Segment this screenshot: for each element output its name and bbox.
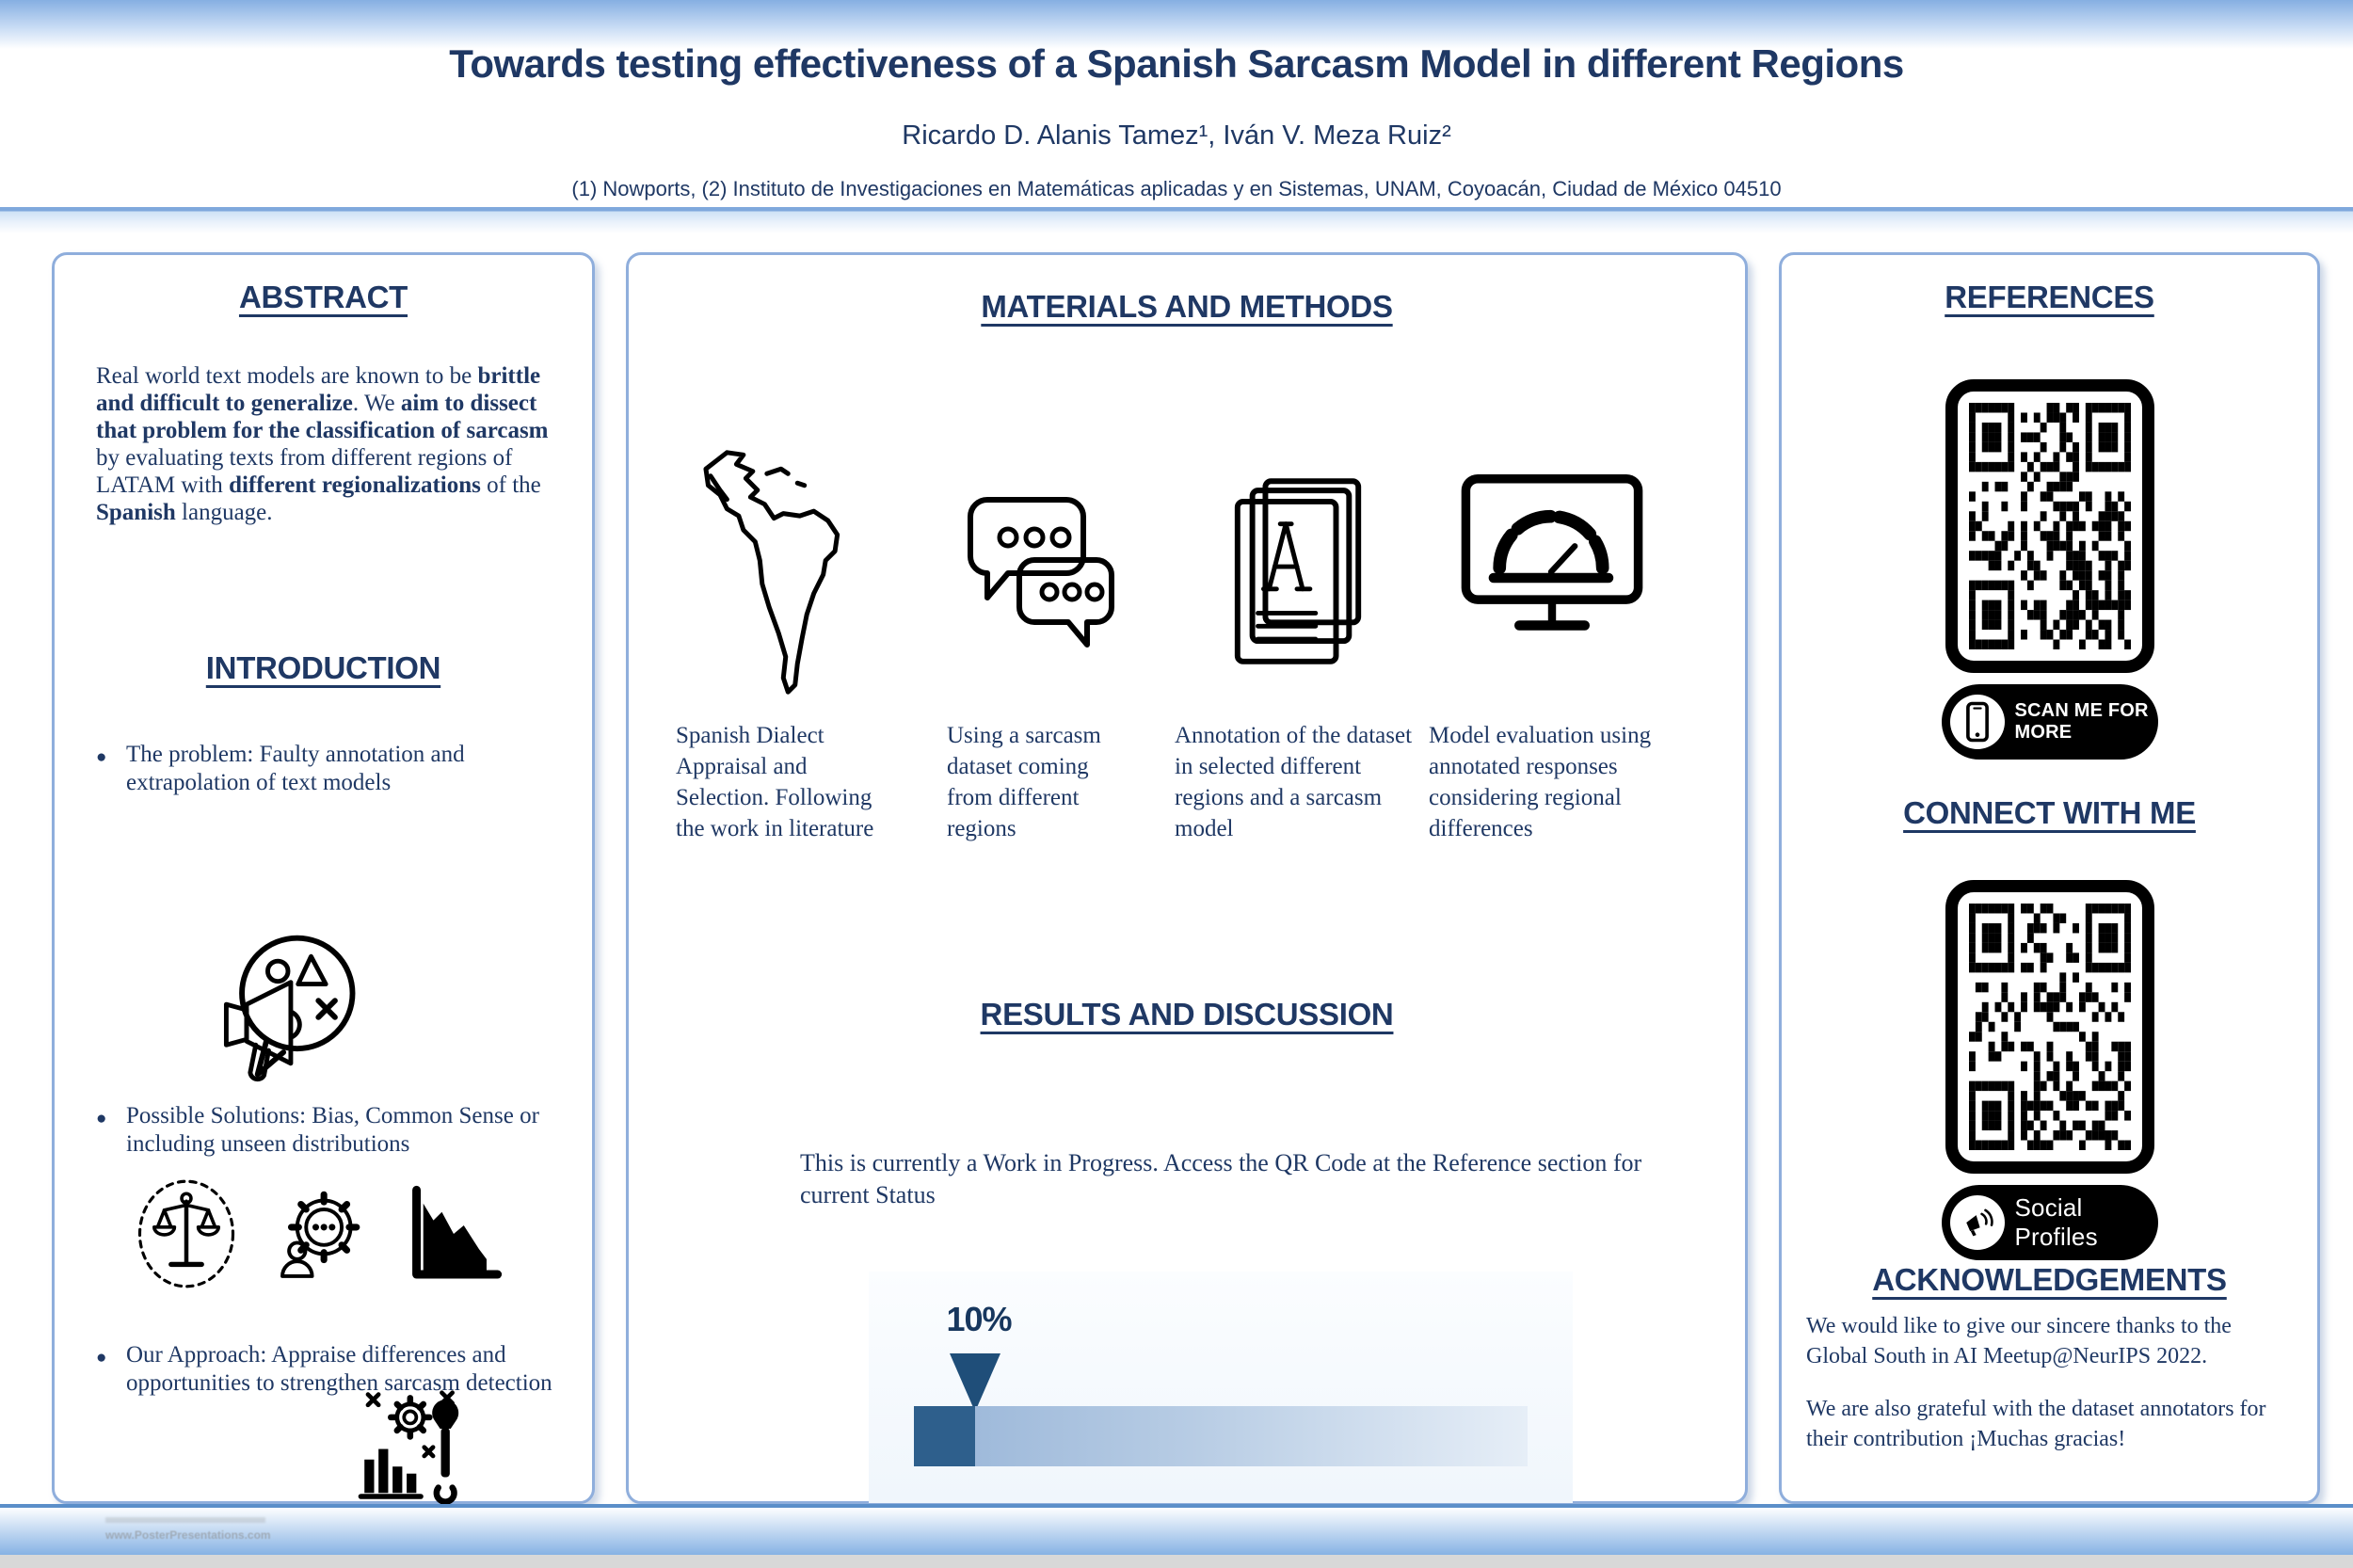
shouting-face-icon [207, 923, 369, 1098]
method-step-dataset [947, 426, 1137, 844]
acknowledgements-paragraph: We are also grateful with the dataset annotators for their contribution ¡Muchas gracias! [1806, 1397, 2266, 1451]
acknowledgements-heading: ACKNOWLEDGEMENTS [1872, 1262, 2227, 1297]
intro-bullet-solutions: ● Possible Solutions: Bias, Common Sense or including unseen distributions [83, 1102, 580, 1159]
authors-line: Ricardo D. Alanis Tamez¹, Iván V. Meza Ruiz² [902, 120, 1451, 151]
gauge-monitor-icon [1458, 454, 1646, 665]
social-profiles-pill [1942, 1185, 2158, 1260]
step-caption: Model evaluation using annotated responses considering regional differences [1429, 723, 1652, 841]
step-caption: Using a sarcasm dataset coming from different regions [947, 723, 1101, 841]
scan-me-label: SCAN ME FOR MORE [2014, 700, 2149, 743]
solutions-icons-row [136, 1174, 503, 1294]
intro-bullet-approach: ● Our Approach: Appraise differences and opportunities to strengthen sarcasm detection [83, 1341, 580, 1398]
progress-value-label: 10% [946, 1300, 1012, 1338]
footer-gradient-band [0, 1508, 2353, 1555]
page-title: Towards testing effectiveness of a Spanish Sarcasm Model in different Regions [449, 41, 1904, 86]
progress-bar [914, 1406, 1528, 1466]
method-step-annotation [1175, 426, 1423, 844]
right-panel [1779, 252, 2320, 1504]
watermark-url: www.PosterPresentations.com [105, 1528, 271, 1542]
scan-me-pill [1942, 684, 2158, 760]
phone-icon [1950, 695, 2005, 749]
abstract-text: Real world text models are known to be brittle and difficult to generalize. We aim to dissect that problem for the classification of sarcasm by evaluating texts from different regions of LATAM with different regionalizations of the Spanish language. [96, 363, 549, 525]
gear-person-icon [272, 1187, 370, 1281]
social-profiles-label: Social Profiles [2014, 1193, 2098, 1251]
template-watermark [105, 1517, 271, 1542]
declining-chart-icon [405, 1178, 503, 1289]
megaphone-icon [1950, 1195, 2005, 1250]
chat-bubbles-icon [963, 479, 1121, 637]
analytics-tuning-icon [354, 1383, 461, 1503]
references-heading: REFERENCES [1945, 280, 2154, 314]
intro-bullet-problem: ● The problem: Faulty annotation and extrapolation of text models [83, 741, 580, 797]
footer-gray-strip [0, 1555, 2353, 1568]
header-divider [0, 207, 2353, 233]
connect-heading: CONNECT WITH ME [1903, 795, 2196, 830]
middle-panel [626, 252, 1748, 1504]
progress-marker-icon [950, 1353, 1000, 1412]
progress-bar-fill [914, 1406, 975, 1466]
results-note: This is currently a Work in Progress. Access the QR Code at the Reference section for current Status [800, 1149, 1642, 1208]
watermark-fine-print [105, 1517, 265, 1523]
abstract-heading: ABSTRACT [238, 280, 408, 314]
introduction-heading: INTRODUCTION [205, 650, 441, 685]
latam-map-icon [692, 436, 891, 709]
balance-scale-icon [136, 1174, 237, 1294]
affiliation-line: (1) Nowports, (2) Instituto de Investigaciones en Matemáticas aplicadas y en Sistemas, UNAM, Coyoacán, Ciudad de México 04510 [571, 177, 1782, 200]
references-qr-code [1945, 379, 2154, 673]
step-caption: Annotation of the dataset in selected different regions and a sarcasm model [1175, 723, 1413, 841]
methods-heading: MATERIALS AND METHODS [981, 289, 1393, 324]
left-panel [52, 252, 595, 1504]
acknowledgements-paragraph: We would like to give our sincere thanks to the Global South in AI Meetup@NeurIPS 2022. [1806, 1314, 2232, 1368]
progress-chart [869, 1272, 1573, 1503]
results-heading: RESULTS AND DISCUSSION [980, 997, 1394, 1032]
step-caption: Spanish Dialect Appraisal and Selection. Following the work in literature [676, 723, 874, 841]
method-step-dialect [676, 426, 906, 844]
annotated-documents-icon [1225, 464, 1373, 682]
social-qr-code [1945, 880, 2154, 1174]
method-step-evaluation [1429, 426, 1675, 844]
